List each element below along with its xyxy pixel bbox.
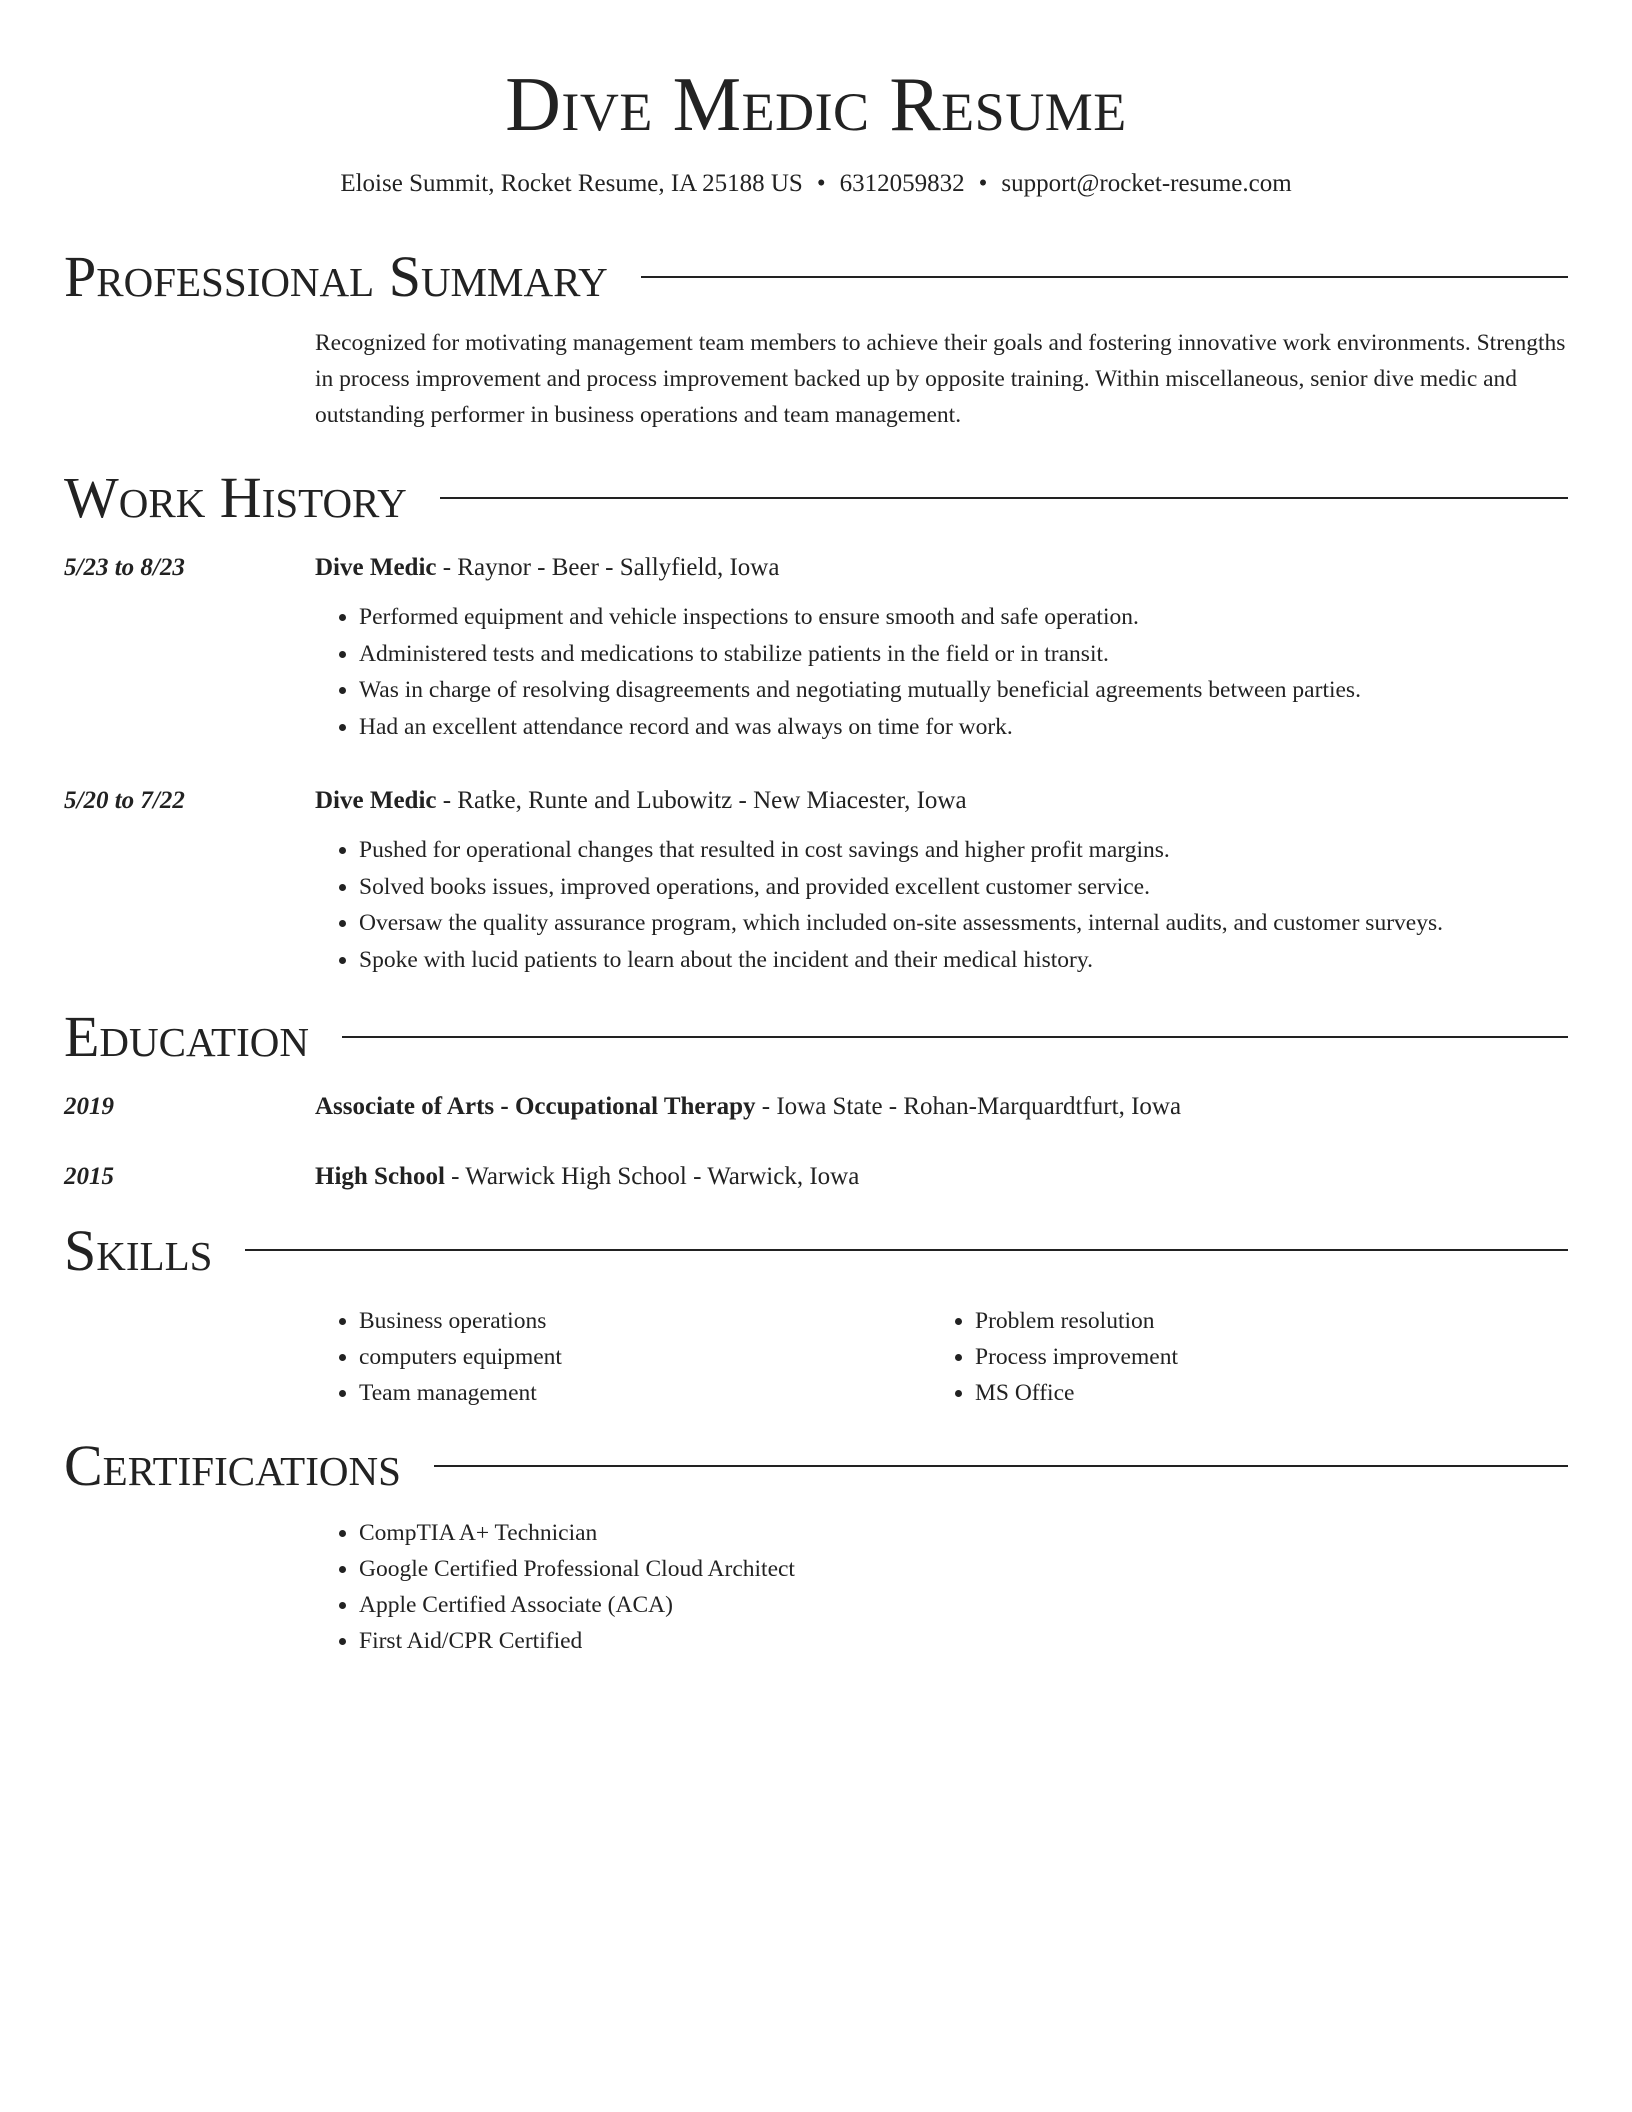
job-title: Dive Medic: [315, 787, 437, 815]
job-details: - Raynor - Beer - Sallyfield, Iowa: [436, 554, 780, 582]
skills-column-right: [931, 1303, 1547, 1411]
skill-item: • Team management: [359, 1375, 931, 1411]
list-item: • Spoke with lucid patients to learn about the incident and their medical history.: [359, 942, 1568, 979]
certifications-list: [315, 1515, 1568, 1659]
education-degree: Associate of Arts - Occupational Therapy: [315, 1092, 756, 1120]
skills-section-header: [64, 1216, 1568, 1286]
education-details: - Iowa State - Rohan-Marquardtfurt, Iowa: [755, 1092, 1182, 1120]
section-divider: [245, 1249, 1568, 1251]
list-item: • Oversaw the quality assurance program, which included on-site assessments, internal audits, and customer surveys.: [359, 905, 1568, 942]
contact-phone: 6312059832: [839, 170, 965, 198]
job-entry: [64, 551, 1568, 745]
education-degree: High School: [315, 1162, 445, 1190]
education-entry: [64, 1090, 1568, 1124]
education-section-header: [64, 1002, 1568, 1072]
contact-address: Eloise Summit, Rocket Resume, IA 25188 US: [340, 170, 803, 198]
skill-item: • Business operations: [359, 1303, 931, 1339]
education-heading: Education: [64, 1004, 309, 1070]
skill-item: • computers equipment: [359, 1339, 931, 1375]
work-section-header: [64, 463, 1568, 533]
job-entry: [64, 784, 1568, 978]
skills-column-left: [315, 1303, 931, 1411]
list-item: • Had an excellent attendance record and was always on time for work.: [359, 709, 1568, 746]
resume-page: [64, 0, 1568, 1659]
job-details: - Ratke, Runte and Lubowitz - New Miacester, Iowa: [436, 787, 967, 815]
contact-email: support@rocket-resume.com: [1001, 170, 1292, 198]
job-content: [315, 551, 1568, 745]
certifications-heading: Certifications: [64, 1433, 401, 1499]
skills-grid: [315, 1303, 1568, 1411]
job-title: Dive Medic: [315, 554, 437, 582]
contact-separator: •: [978, 170, 988, 198]
education-heading-line: [315, 1090, 1568, 1124]
contact-separator: •: [816, 170, 826, 198]
certifications-bullets: [315, 1515, 1568, 1659]
job-bullets: [315, 599, 1568, 745]
summary-heading: Professional Summary: [64, 243, 608, 309]
skill-item: • MS Office: [975, 1375, 1547, 1411]
contact-line: [64, 168, 1568, 201]
skill-item: • Problem resolution: [975, 1303, 1547, 1339]
certification-item: • Google Certified Professional Cloud Architect: [359, 1551, 1568, 1587]
education-content: [315, 1090, 1568, 1124]
list-item: • Was in charge of resolving disagreements and negotiating mutually beneficial agreements between parties.: [359, 672, 1568, 709]
section-divider: [641, 276, 1568, 278]
section-divider: [342, 1036, 1568, 1038]
job-heading: [315, 551, 1568, 585]
education-content: [315, 1160, 1568, 1194]
job-dates: 5/23 to 8/23: [64, 554, 185, 582]
education-entry: [64, 1160, 1568, 1194]
certification-item: • First Aid/CPR Certified: [359, 1623, 1568, 1659]
education-year: 2015: [64, 1162, 114, 1190]
skills-heading: Skills: [64, 1217, 213, 1283]
skill-item: • Process improvement: [975, 1339, 1547, 1375]
education-details: - Warwick High School - Warwick, Iowa: [444, 1162, 860, 1190]
certification-item: • CompTIA A+ Technician: [359, 1515, 1568, 1551]
certifications-section-header: [64, 1431, 1568, 1501]
summary-section-header: [64, 242, 1568, 312]
job-bullets: [315, 832, 1568, 978]
list-item: • Administered tests and medications to stabilize patients in the field or in transit.: [359, 636, 1568, 673]
job-heading: [315, 784, 1568, 818]
education-year: 2019: [64, 1092, 114, 1120]
list-item: • Solved books issues, improved operations, and provided excellent customer service.: [359, 869, 1568, 906]
job-dates: 5/20 to 7/22: [64, 787, 185, 815]
summary-text: Recognized for motivating management team members to achieve their goals and fostering innovative work environments. Strengths in process improvement and process improvement backed up by opposite training. Within miscellaneous, senior dive medic and outstanding performer in business operations and team management.: [315, 330, 1566, 429]
list-item: • Performed equipment and vehicle inspections to ensure smooth and safe operation.: [359, 599, 1568, 636]
education-heading-line: [315, 1160, 1568, 1194]
job-content: [315, 784, 1568, 978]
section-divider: [434, 1465, 1568, 1467]
section-divider: [440, 497, 1568, 499]
certification-item: • Apple Certified Associate (ACA): [359, 1587, 1568, 1623]
list-item: • Pushed for operational changes that resulted in cost savings and higher profit margins.: [359, 832, 1568, 869]
resume-title: Dive Medic Resume: [505, 61, 1127, 147]
work-heading: Work History: [64, 465, 407, 531]
